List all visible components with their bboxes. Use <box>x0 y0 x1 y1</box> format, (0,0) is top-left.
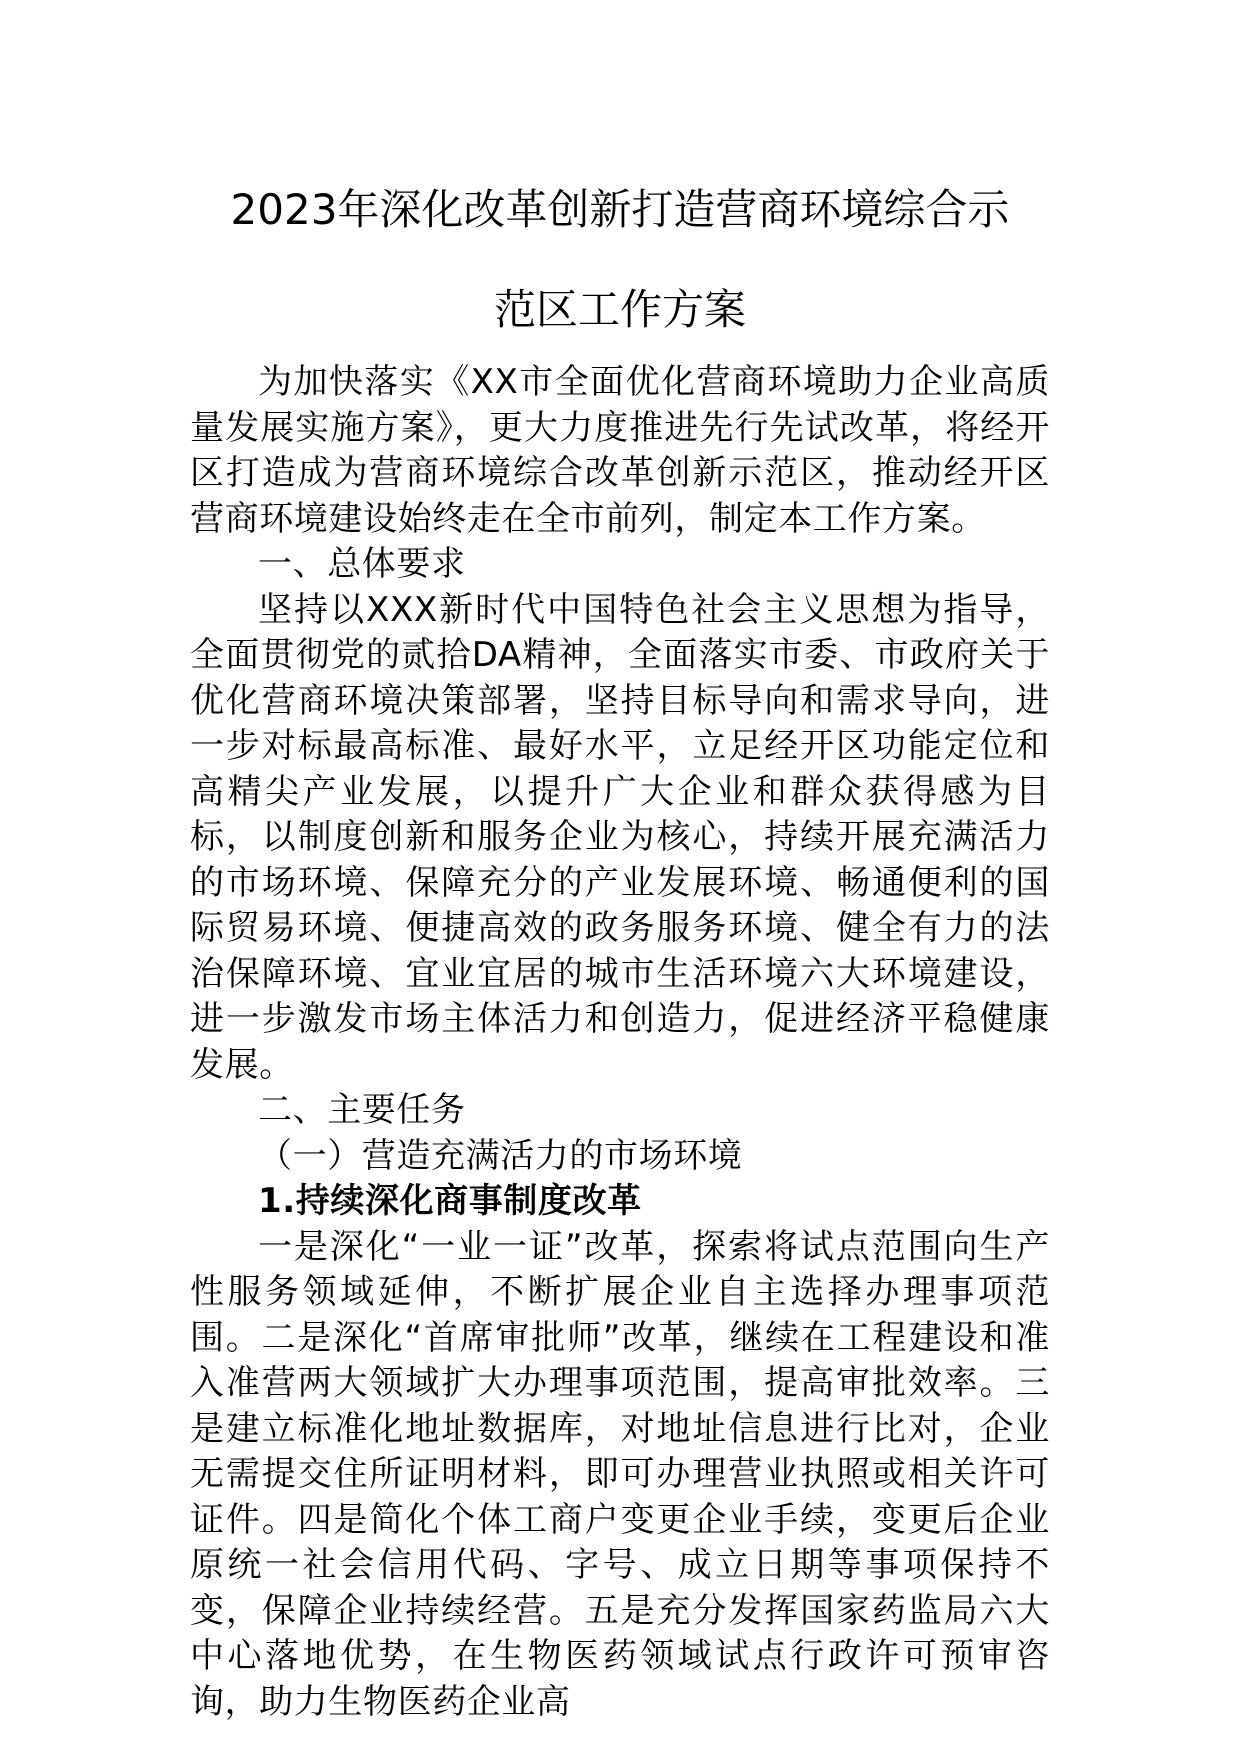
document-page <box>190 160 1050 1725</box>
intro-paragraph: 为加快落实《XX市全面优化营商环境助力企业高质量发展实施方案》，更大力度推进先行先试改革，将经开区打造成为营商环境综合改革创新示范区，推动经开区营商环境建设始终走在全市前列，制定本工作方案。 <box>190 362 1050 539</box>
section2-item1-heading: 1.持续深化商事制度改革 <box>258 1181 642 1221</box>
section1-heading: 一、总体要求 <box>258 544 466 584</box>
document-title-line1: 2023年深化改革创新打造营商环境综合示 <box>230 185 1010 234</box>
section2-subheading: （一）营造充满活力的市场环境 <box>258 1135 743 1176</box>
section1-paragraph: 坚持以XXX新时代中国特色社会主义思想为指导，全面贯彻党的贰拾DA精神，全面落实市委、市政府关于优化营商环境决策部署，坚持目标导向和需求导向，进一步对标最高标准、最好水平，立足经开区功能定位和高精尖产业发展，以提升广大企业和群众获得感为目标，以制度创新和服务企业为核心，持续开展充满活力的市场环境、保障充分的产业发展环境、畅通便利的国际贸易环境、便捷高效的政务服务环境、健全有力的法治保障环境、宜业宜居的城市生活环境六大环境建设，进一步激发市场主体活力和创造力，促进经济平稳健康发展。 <box>190 589 1050 1085</box>
document-title-line2: 范区工作方案 <box>493 285 746 334</box>
section2-heading: 二、主要任务 <box>258 1090 466 1130</box>
section2-item1-paragraph: 一是深化“一业一证”改革，探索将试点范围向生产性服务领域延伸，不断扩展企业自主选择办理事项范围。二是深化“首席审批师”改革，继续在工程建设和准入准营两大领域扩大办理事项范围，提高审批效率。三是建立标准化地址数据库，对地址信息进行比对，企业无需提交住所证明材料，即可办理营业执照或相关许可证件。四是简化个体工商户变更企业手续，变更后企业原统一社会信用代码、字号、成立日期等事项保持不变，保障企业持续经营。五是充分发挥国家药监局六大中心落地优势，在生物医药领域试点行政许可预审咨询，助力生物医药企业高 <box>190 1226 1050 1722</box>
